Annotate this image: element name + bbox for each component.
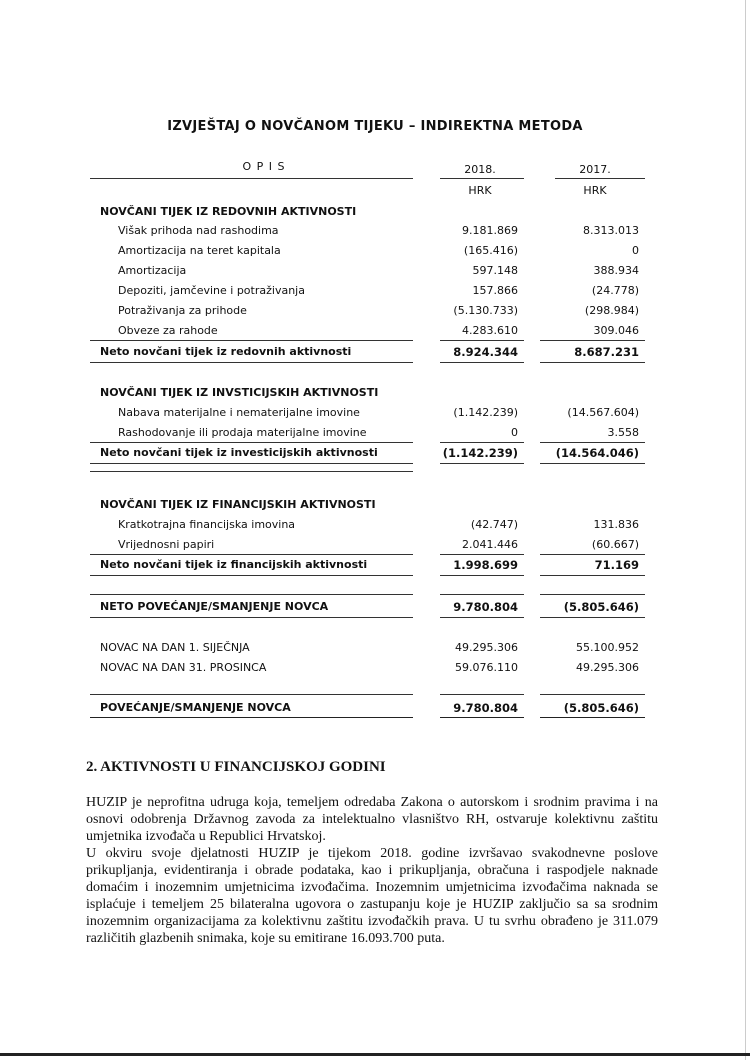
- rule: [90, 471, 413, 472]
- rule: [90, 340, 413, 341]
- total-label: Neto novčani tijek iz financijskih aktivnosti: [100, 558, 368, 571]
- rule: [440, 594, 524, 595]
- total-label: Neto novčani tijek iz redovnih aktivnosti: [100, 345, 352, 358]
- row-label: Višak prihoda nad rashodima: [118, 224, 279, 237]
- column-header-opis: O P I S: [242, 160, 286, 173]
- row-label: Vrijednosni papiri: [118, 538, 215, 551]
- net-change-2017: (5.805.646): [563, 600, 639, 614]
- rule: [540, 594, 645, 595]
- section-heading-investing: NOVČANI TIJEK IZ INVSTICIJSKIH AKTIVNOSTI: [100, 386, 379, 399]
- row-value-2017: (60.667): [591, 538, 639, 551]
- row-label: Rashodovanje ili prodaja materijalne imovine: [118, 426, 367, 439]
- rule: [440, 463, 524, 464]
- row-value-2018: (5.130.733): [453, 304, 518, 317]
- section-heading-operating: NOVČANI TIJEK IZ REDOVNIH AKTIVNOSTI: [100, 205, 357, 218]
- page-bottom-border: [0, 1053, 750, 1056]
- row-value-2018: 59.076.110: [455, 661, 518, 674]
- rule: [540, 463, 645, 464]
- row-value-2017: (24.778): [591, 284, 639, 297]
- row-label: Potraživanja za prihode: [118, 304, 247, 317]
- rule: [440, 617, 524, 618]
- net-change-2018: 9.780.804: [453, 600, 518, 614]
- rule: [540, 442, 645, 443]
- rule: [440, 694, 524, 695]
- row-value-2017: 388.934: [593, 264, 639, 277]
- rule: [440, 575, 524, 576]
- column-header-2017: 2017.: [579, 163, 611, 176]
- row-label: Depoziti, jamčevine i potraživanja: [118, 284, 305, 297]
- rule: [440, 442, 524, 443]
- row-value-2018: 0: [511, 426, 518, 439]
- rule: [440, 362, 524, 363]
- row-value-2018: 157.866: [472, 284, 518, 297]
- paragraph: U okviru svoje djelatnosti HUZIP je tijekom 2018. godine izvršavao svakodnevne poslove prikupljanja, evidentiranja i obrade podataka, kao i prikupljanja, obračuna i raspodjele naknade domaćim i inozemnim umjetnicima izvođačima. Inozemnim umjetnicima izvođačima naknada se isplaćuje i temeljem 25 bilateralna ugovora o zastupanju koje je HUZIP zaključio sa sa srodnim inozemnim organizacijama za kolektivnu zaštitu izvođačkih prava. U tu svrhu obrađeno je 311.079 različitih glazbenih snimaka, koje su emitirane 16.093.700 puta.: [86, 846, 658, 946]
- total-value-2017: (14.564.046): [555, 446, 639, 460]
- total-label: Neto novčani tijek iz investicijskih aktivnosti: [100, 446, 378, 459]
- column-header-2018: 2018.: [464, 163, 496, 176]
- total-value-2018: 8.924.344: [453, 345, 518, 359]
- row-label: Obveze za rahode: [118, 324, 218, 337]
- row-label: Nabava materijalne i nematerijalne imovine: [118, 406, 360, 419]
- row-value-2017: 8.313.013: [583, 224, 639, 237]
- rule: [90, 362, 413, 363]
- row-value-2017: (298.984): [584, 304, 639, 317]
- row-value-2018: 49.295.306: [455, 641, 518, 654]
- rule: [540, 575, 645, 576]
- row-value-2018: 9.181.869: [462, 224, 518, 237]
- row-value-2017: 3.558: [607, 426, 639, 439]
- total-value-2017: 71.169: [594, 558, 639, 572]
- row-value-2017: (14.567.604): [567, 406, 639, 419]
- rule: [90, 575, 413, 576]
- paragraph: HUZIP je neprofitna udruga koja, temeljem odredaba Zakona o autorskom i srodnim pravima i na osnovi odobrenja Državnog zavoda za intelektualno vlasništvo RH, ostvaruje kolektivnu zaštitu umjetnika izvođača u Republici Hrvatskoj.: [86, 795, 658, 844]
- page-edge-shadow: [745, 0, 746, 1060]
- change-total-2018: 9.780.804: [453, 701, 518, 715]
- rule: [540, 362, 645, 363]
- rule: [90, 694, 413, 695]
- row-value-2018: (165.416): [463, 244, 518, 257]
- row-value-2017: 49.295.306: [576, 661, 639, 674]
- row-label: NOVAC NA DAN 31. PROSINCA: [100, 661, 267, 674]
- rule: [440, 554, 524, 555]
- row-value-2017: 309.046: [593, 324, 639, 337]
- row-label: Amortizacija na teret kapitala: [118, 244, 281, 257]
- rule: [90, 717, 413, 718]
- total-value-2018: 1.998.699: [453, 558, 518, 572]
- header-rule-2018: [440, 178, 524, 179]
- row-value-2017: 131.836: [593, 518, 639, 531]
- rule: [540, 340, 645, 341]
- row-value-2018: (1.142.239): [453, 406, 518, 419]
- currency-2017: HRK: [583, 184, 607, 197]
- row-label: NOVAC NA DAN 1. SIJEČNJA: [100, 641, 250, 654]
- rule: [440, 340, 524, 341]
- net-change-label: NETO POVEĆANJE/SMANJENJE NOVCA: [100, 600, 329, 613]
- rule: [90, 617, 413, 618]
- row-value-2018: (42.747): [470, 518, 518, 531]
- change-total-2017: (5.805.646): [563, 701, 639, 715]
- rule: [540, 694, 645, 695]
- rule: [440, 717, 524, 718]
- rule: [90, 442, 413, 443]
- header-rule-2017: [555, 178, 645, 179]
- row-value-2018: 4.283.610: [462, 324, 518, 337]
- row-label: Kratkotrajna financijska imovina: [118, 518, 296, 531]
- row-label: Amortizacija: [118, 264, 187, 277]
- row-value-2018: 2.041.446: [462, 538, 518, 551]
- row-value-2017: 0: [632, 244, 639, 257]
- row-value-2018: 597.148: [472, 264, 518, 277]
- section-heading-activities: 2. AKTIVNOSTI U FINANCIJSKOJ GODINI: [86, 759, 386, 775]
- rule: [90, 554, 413, 555]
- total-value-2018: (1.142.239): [442, 446, 518, 460]
- body-text: [86, 794, 658, 947]
- row-value-2017: 55.100.952: [576, 641, 639, 654]
- header-rule-opis: [90, 178, 413, 179]
- total-value-2017: 8.687.231: [574, 345, 639, 359]
- report-title: IZVJEŠTAJ O NOVČANOM TIJEKU – INDIREKTNA METODA: [167, 119, 583, 134]
- rule: [540, 554, 645, 555]
- rule: [540, 717, 645, 718]
- rule: [540, 617, 645, 618]
- change-total-label: POVEĆANJE/SMANJENJE NOVCA: [100, 701, 291, 714]
- rule: [90, 594, 413, 595]
- section-heading-financing: NOVČANI TIJEK IZ FINANCIJSKIH AKTIVNOSTI: [100, 498, 376, 511]
- rule: [90, 463, 413, 464]
- currency-2018: HRK: [468, 184, 492, 197]
